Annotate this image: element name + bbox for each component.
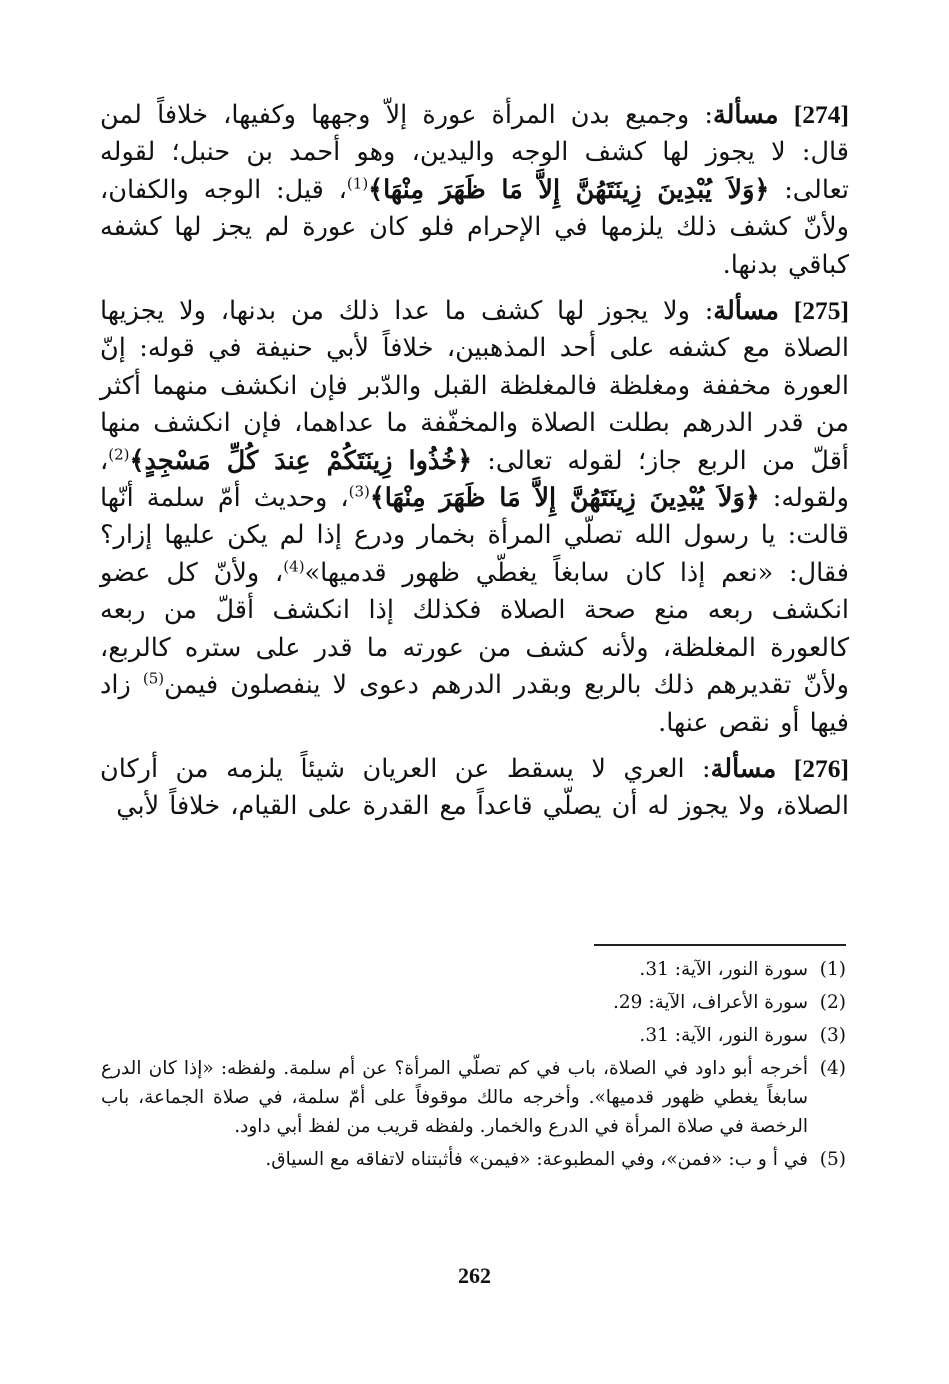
footnote-4 [101, 1054, 846, 1141]
footnote-ref: (1) [346, 174, 369, 193]
page-number: 262 [458, 1263, 491, 1288]
footnote-text: سورة الأعراف، الآية: 29. [613, 992, 808, 1013]
masala-keyword: مسألة [710, 753, 777, 784]
masala-keyword: مسألة [713, 296, 779, 327]
footnote-number: (3) [819, 1025, 846, 1046]
footnote-text: سورة النور، الآية: 31. [639, 1025, 808, 1046]
footnote-ref: (2) [108, 445, 130, 464]
footnote-number: (4) [819, 1058, 846, 1079]
masala-text: ، ولأنّ كل عضو انكشف ربعه منع صحة الصلاة فكذلك إذا انكشف أقلّ من ربعه كالعورة المغلظة، ولأنه كشف من عورته ما قدر على ستره كالربع، ولأنّ تقديرهم ذلك بالربع وبقدر الدرهم دعوى لا ينفصلون فيمن [100, 557, 849, 701]
footnote-2 [101, 988, 846, 1017]
footnote-number: (5) [819, 1149, 846, 1170]
masala-keyword: مسألة [712, 100, 779, 130]
footnote-ref: (4) [283, 557, 305, 576]
footnote-1 [101, 955, 846, 984]
masala-number: [275] [793, 296, 849, 326]
footnote-number: (2) [819, 992, 846, 1013]
footnote-ref: (5) [142, 669, 165, 688]
quran-verse: ﴿وَلاَ يُبْدِينَ زِينَتَهُنَّ إِلاَّ مَا ظَهَرَ مِنْهَا﴾ [368, 174, 770, 205]
footnote-separator [594, 944, 846, 946]
footnote-text: سورة النور، الآية: 31. [639, 959, 808, 980]
footnote-3 [101, 1021, 846, 1050]
masala-text: زاد فيها أو نقص عنها. [100, 670, 849, 738]
masala-text: : ولا يجوز لها كشف ما عدا ذلك من بدنها، ولا يجزيها الصلاة مع كشفه على أحد المذهبين، خلافاً لأبي حنيفة في قوله: إنّ العورة مخففة ومغلظة فالمغلظة القبل والدّبر فإن انكشف منهما أكثر من قدر الدرهم بطلت الصلاة والمخفّفة ما عداهما، فإن انكشف منها أقلّ من الربع جاز؛ لقوله تعالى: [100, 296, 849, 476]
masala-text: : العري لا يسقط عن العريان شيئاً يلزمه من أركان الصلاة، ولا يجوز له أن يصلّي قاعداً مع القدرة على القيام، خلافاً لأبي [100, 753, 849, 822]
masala-number: [274] [793, 100, 849, 129]
footnote-ref: (3) [348, 482, 370, 501]
footnotes [101, 955, 846, 1178]
masala-text: : وجميع بدن المرأة عورة إلاّ وجهها وكفيها، خلافاً لمن قال: لا يجوز لها كشف الوجه واليدين، وهو أحمد بن حنبل؛ لقوله تعالى: [100, 100, 849, 205]
masala-number: [276] [793, 753, 849, 783]
footnote-text: أخرجه أبو داود في الصلاة، باب في كم تصلّي المرأة؟ عن أم سلمة. ولفظه: «إذا كان الدرع سابغاً يغطي ظهور قدميها». وأخرجه مالك موقوفاً على أمّ سلمة، في صلاة الجماعة، باب الرخصة في صلاة المرأة في الدرع والخمار. ولفظه قريب من لفظ أبي داود. [101, 1058, 808, 1137]
masala-275 [100, 292, 849, 742]
main-text [100, 96, 849, 826]
quran-verse: ﴿وَلاَ يُبْدِينَ زِينَتَهُنَّ إِلاَّ مَا ظَهَرَ مِنْهَا﴾ [369, 483, 760, 514]
masala-274 [100, 96, 849, 284]
masala-text: ، وحديث أمّ سلمة أنّها قالت: يا رسول الله تصلّي المرأة بخمار ودرع إذا لم يكن عليها إزار؟ فقال: «نعم إذا كان سابغاً يغطّي ظهور قدميها» [100, 483, 849, 588]
quran-verse: ﴿خُذُوا زِينَتَكُمْ عِندَ كُلِّ مَسْجِدٍ﴾ [129, 445, 473, 476]
footnote-text: في أ و ب: «فمن»، وفي المطبوعة: «فيمن» فأثبتناه لاتفاقه مع السياق. [265, 1149, 808, 1170]
footnote-5 [101, 1145, 846, 1174]
footnote-number: (1) [819, 959, 846, 980]
masala-text: ، ولقوله: [100, 445, 850, 514]
masala-text: ، قيل: الوجه والكفان، ولأنّ كشف ذلك يلزمها في الإحرام فلو كان عورة لم يجز لها كشفه كباقي بدنها. [100, 174, 849, 280]
masala-276 [100, 750, 849, 826]
